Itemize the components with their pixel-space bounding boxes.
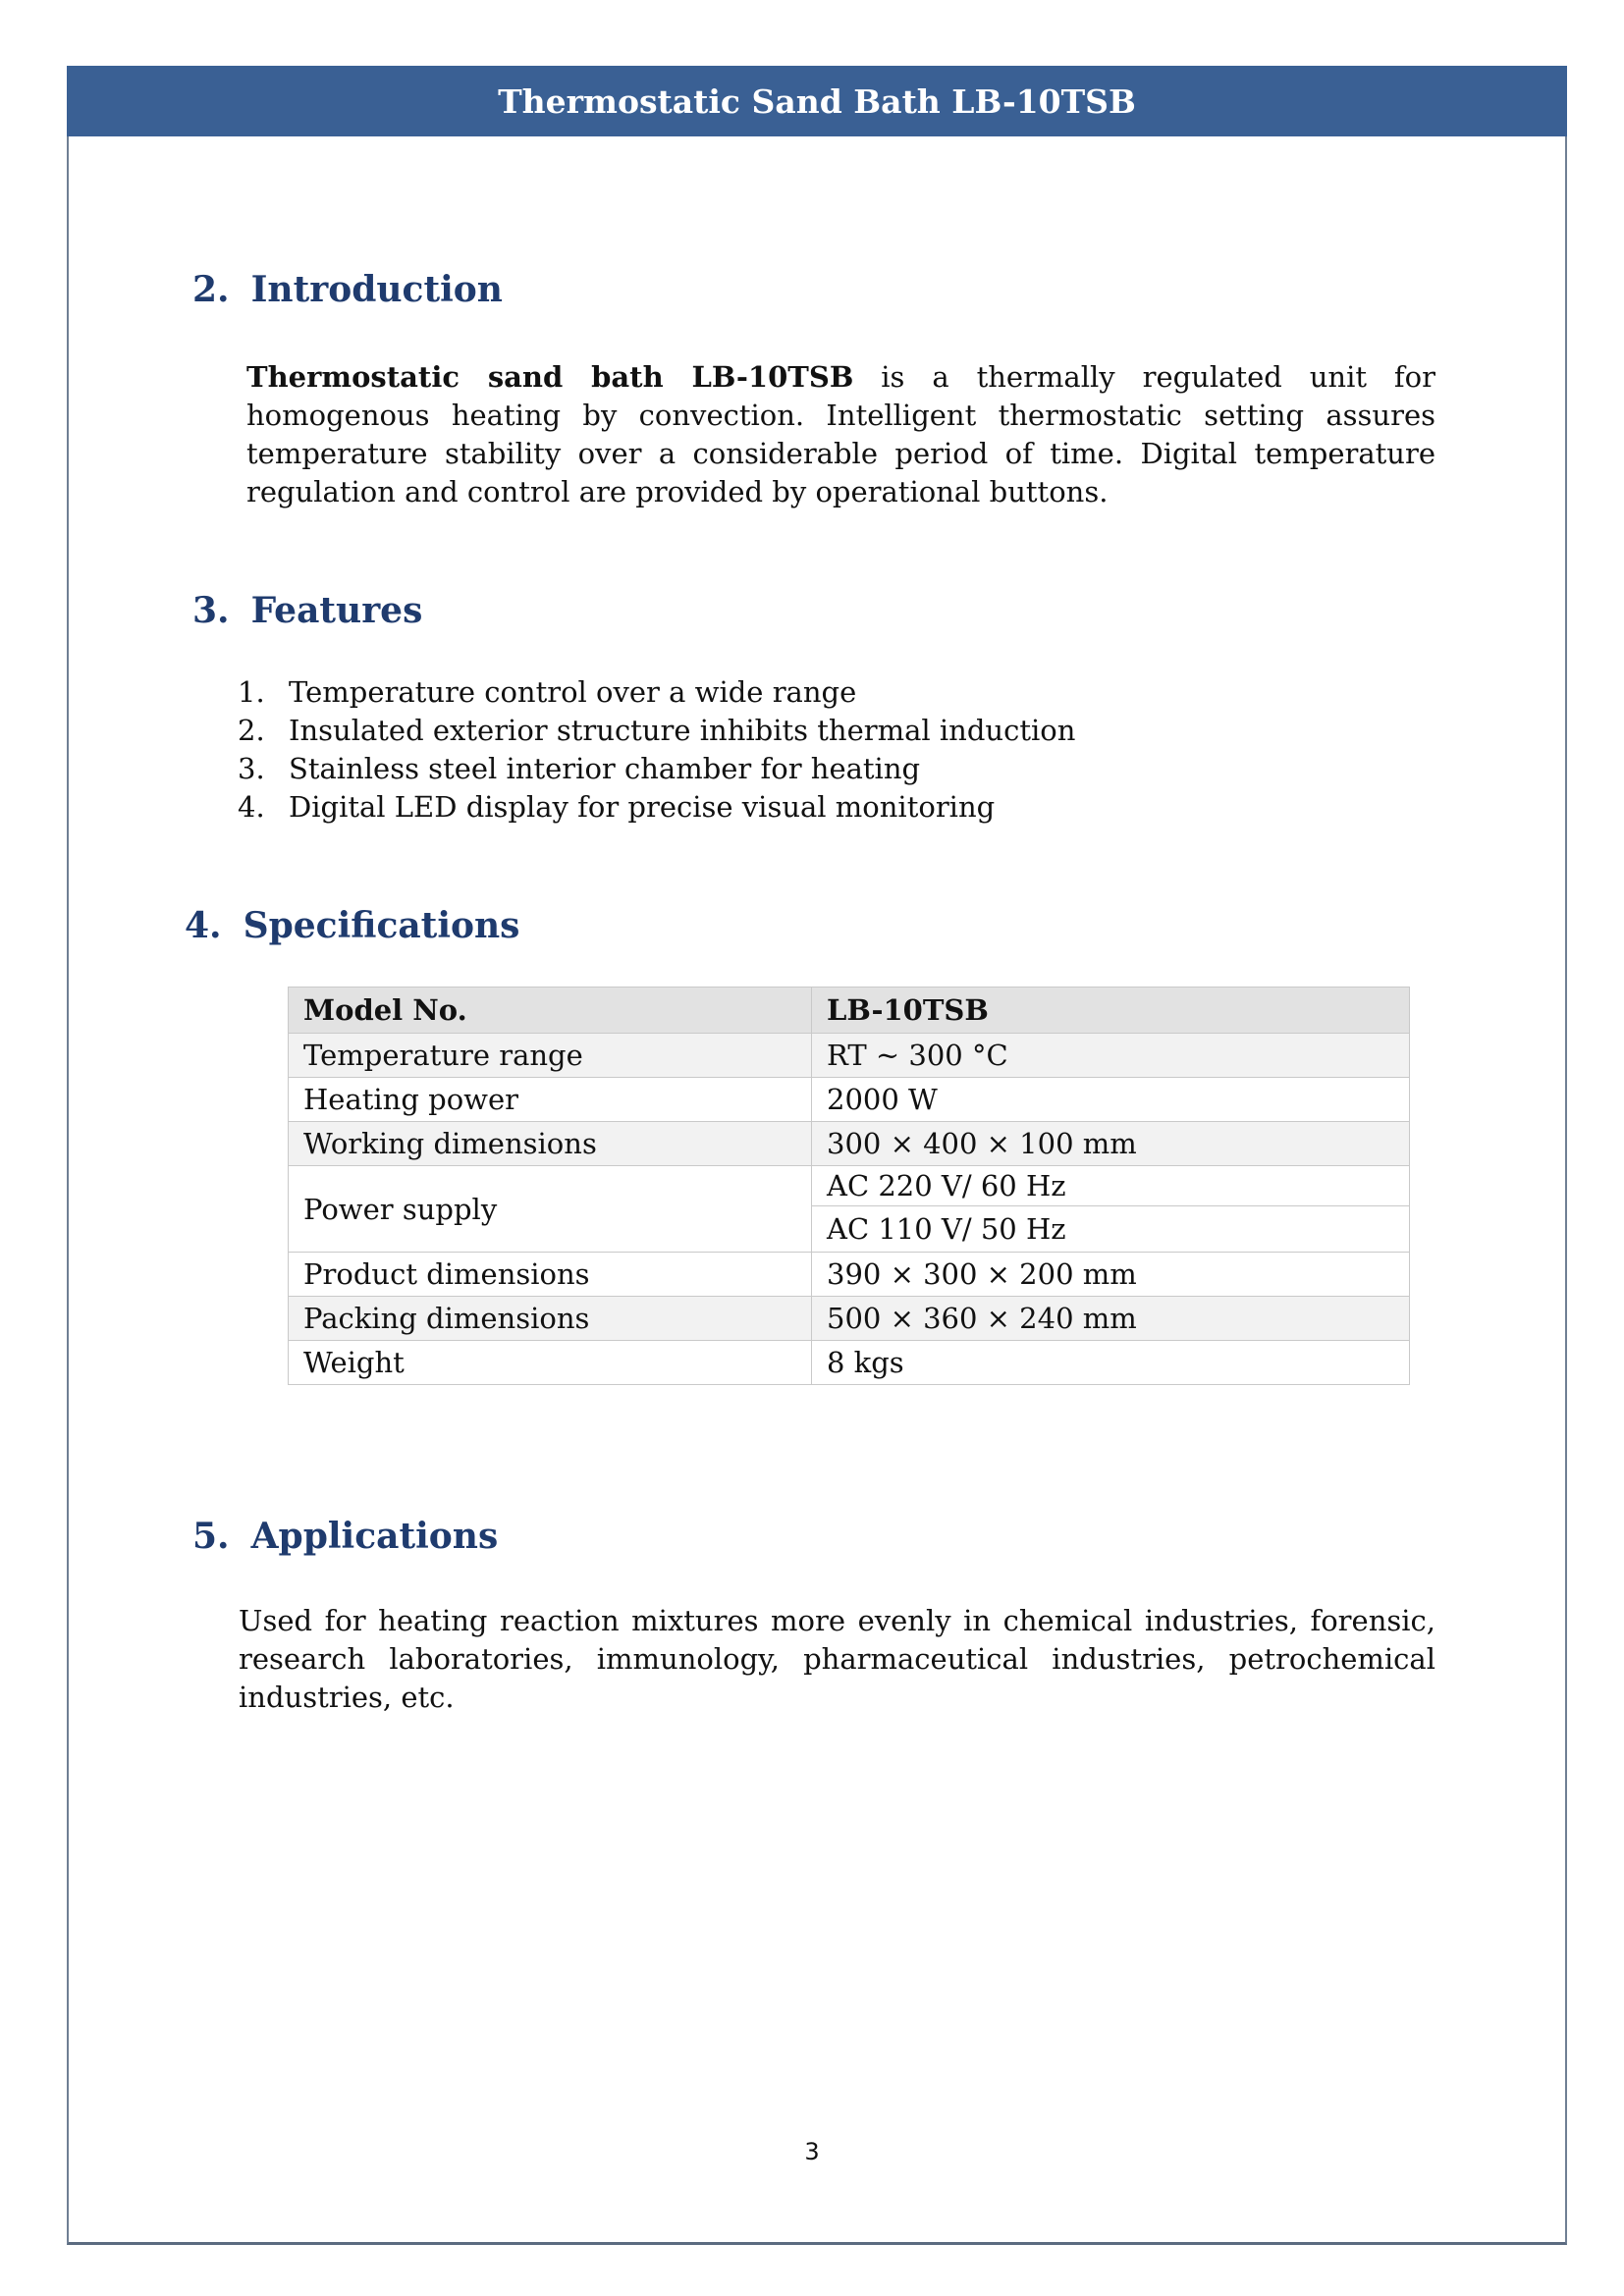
table-header-label: Model No. bbox=[289, 988, 812, 1034]
spec-value: 2000 W bbox=[812, 1078, 1410, 1122]
spec-label: Heating power bbox=[289, 1078, 812, 1122]
feature-item bbox=[238, 673, 1075, 712]
page-number: 3 bbox=[804, 2138, 820, 2165]
feature-item bbox=[238, 788, 1075, 827]
table-row bbox=[289, 1078, 1410, 1122]
introduction-heading bbox=[192, 269, 503, 310]
table-row bbox=[289, 1253, 1410, 1297]
applications-number: 5. bbox=[192, 1516, 230, 1557]
feature-index: 1. bbox=[238, 675, 265, 709]
introduction-text: is a thermally regulated unit for homogenous heating by convection. Intelligent thermostatic setting assures temperature stability over a considerable period of time. Digital temperature regulation and control are provided by operational buttons. bbox=[246, 360, 1435, 508]
spec-value: 390 × 300 × 200 mm bbox=[812, 1253, 1410, 1297]
applications-title: Applications bbox=[250, 1516, 499, 1557]
spec-value: AC 110 V/ 50 Hz bbox=[812, 1206, 1410, 1253]
table-row bbox=[289, 1341, 1410, 1385]
feature-text: Insulated exterior structure inhibits thermal induction bbox=[289, 714, 1076, 747]
spec-value: 500 × 360 × 240 mm bbox=[812, 1297, 1410, 1341]
features-list bbox=[238, 673, 1075, 827]
features-title: Features bbox=[250, 590, 423, 631]
feature-item bbox=[238, 750, 1075, 788]
spec-label: Working dimensions bbox=[289, 1122, 812, 1166]
spec-value: RT ~ 300 °C bbox=[812, 1034, 1410, 1078]
table-header-value: LB-10TSB bbox=[812, 988, 1410, 1034]
table-header-row bbox=[289, 988, 1410, 1034]
introduction-number: 2. bbox=[192, 269, 230, 310]
specifications-title: Specifications bbox=[243, 905, 520, 946]
feature-item bbox=[238, 712, 1075, 750]
document-title: Thermostatic Sand Bath LB-10TSB bbox=[498, 81, 1136, 121]
features-heading bbox=[192, 590, 422, 631]
introduction-paragraph bbox=[246, 358, 1435, 511]
table-row bbox=[289, 1122, 1410, 1166]
table-row bbox=[289, 1297, 1410, 1341]
table-row bbox=[289, 1034, 1410, 1078]
applications-paragraph: Used for heating reaction mixtures more evenly in chemical industries, forensic, research laboratories, immunology, pharmaceutical industries, petrochemical industries, etc. bbox=[239, 1604, 1435, 1714]
feature-index: 3. bbox=[238, 752, 265, 785]
feature-text: Temperature control over a wide range bbox=[289, 675, 857, 709]
spec-label: Weight bbox=[289, 1341, 812, 1385]
spec-value: 300 × 400 × 100 mm bbox=[812, 1122, 1410, 1166]
feature-text: Digital LED display for precise visual monitoring bbox=[289, 790, 996, 824]
spec-label: Packing dimensions bbox=[289, 1297, 812, 1341]
table-row bbox=[289, 1166, 1410, 1206]
introduction-bold-lead: Thermostatic sand bath LB-10TSB bbox=[246, 360, 854, 394]
features-number: 3. bbox=[192, 590, 230, 631]
specifications-number: 4. bbox=[185, 905, 222, 946]
specifications-table bbox=[288, 987, 1410, 1385]
specifications-heading bbox=[185, 905, 519, 946]
introduction-title: Introduction bbox=[250, 269, 503, 310]
feature-text: Stainless steel interior chamber for heating bbox=[289, 752, 921, 785]
applications-heading bbox=[192, 1516, 498, 1557]
document-header-bar bbox=[67, 66, 1567, 136]
spec-label: Temperature range bbox=[289, 1034, 812, 1078]
feature-index: 4. bbox=[238, 790, 265, 824]
spec-label: Product dimensions bbox=[289, 1253, 812, 1297]
feature-index: 2. bbox=[238, 714, 265, 747]
spec-value: AC 220 V/ 60 Hz bbox=[812, 1166, 1410, 1206]
spec-value: 8 kgs bbox=[812, 1341, 1410, 1385]
spec-label: Power supply bbox=[289, 1166, 812, 1253]
